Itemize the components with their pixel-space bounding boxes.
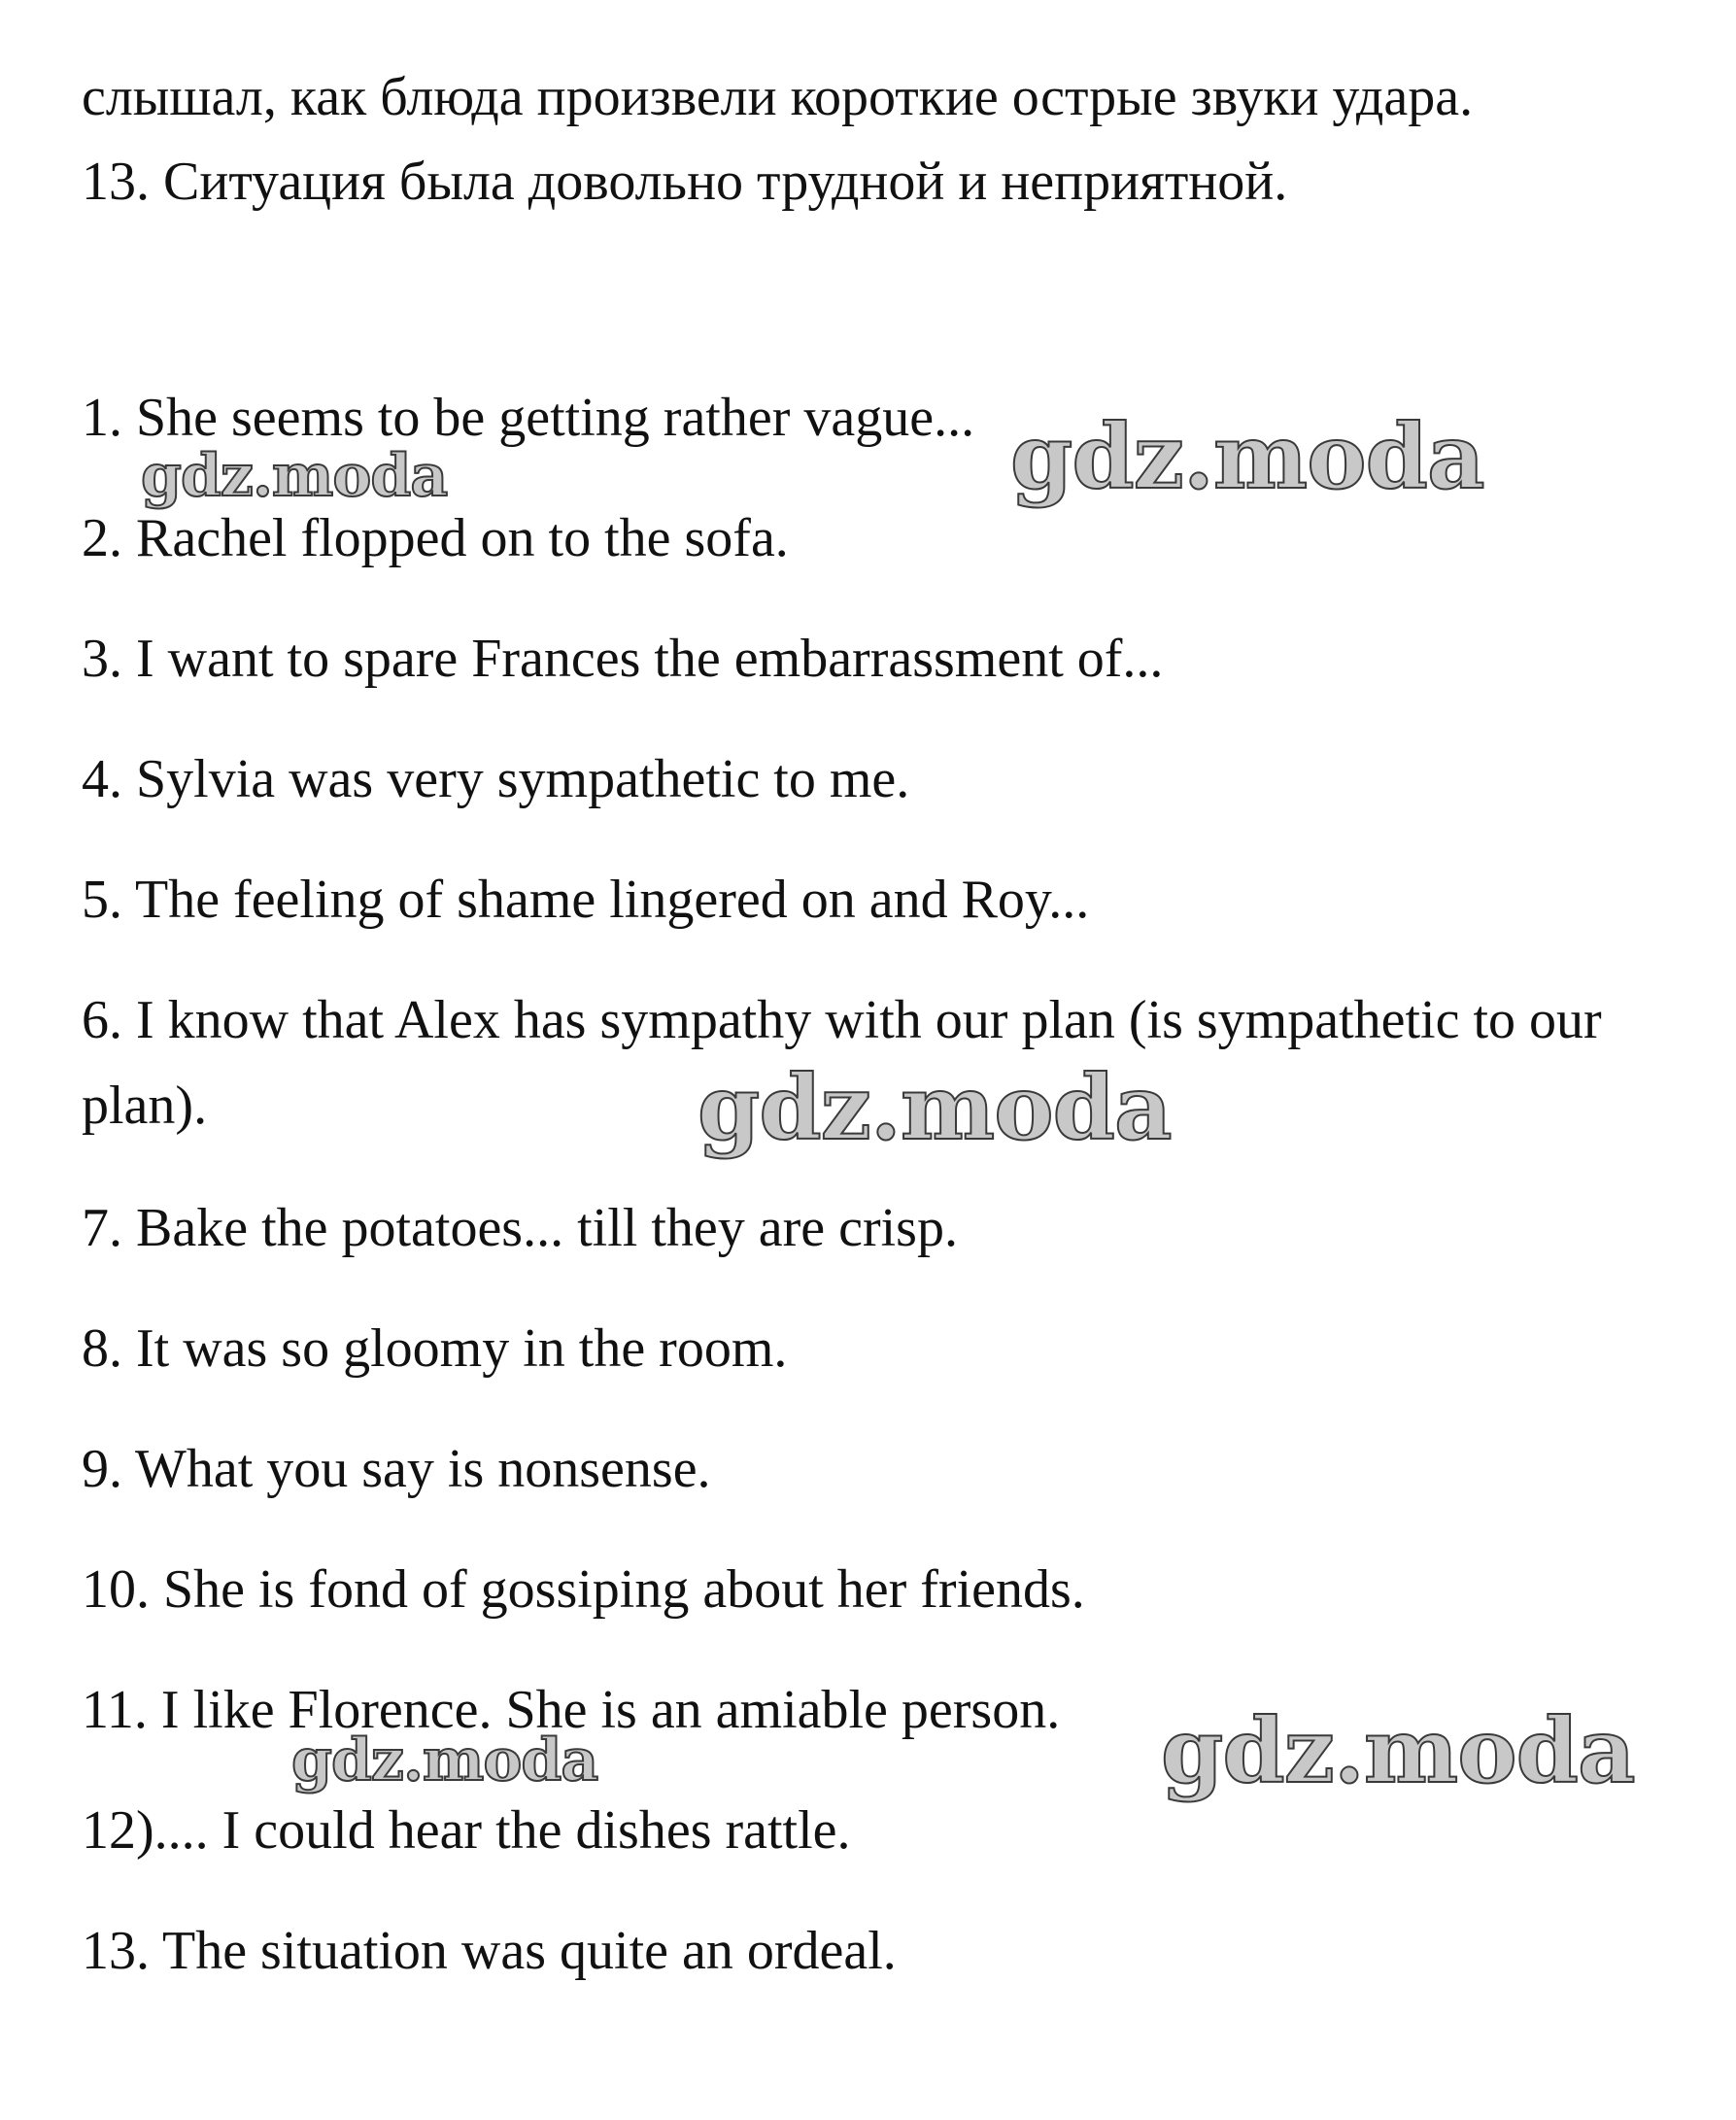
watermark-logo-4: gdz.moda [1161,1698,1635,1803]
answer-line-12: 12).... I could hear the dishes rattle. [82,1800,851,1861]
watermark-logo-2: gdz.moda [141,442,448,510]
answer-line-1: 1. She seems to be getting rather vague... [82,388,975,448]
answer-line-11: 11. I like Florence. She is an amiable person. [82,1680,1061,1740]
russian-line-1: слышал, как блюда произвели короткие острые звуки удара. [82,67,1474,127]
answer-line-6: 6. I know that Alex has sympathy with our plan (is sympathetic to our plan). [82,990,1602,1136]
watermark-logo-5: gdz.moda [291,1727,598,1795]
answer-line-9: 9. What you say is nonsense. [82,1439,711,1499]
russian-line-2: 13. Ситуация была довольно трудной и неприятной. [82,152,1288,212]
answer-line-2: 2. Rachel flopped on to the sofa. [82,508,789,568]
answer-line-3: 3. I want to spare Frances the embarrassment of... [82,629,1164,689]
answer-line-13: 13. The situation was quite an ordeal. [82,1921,897,1981]
answer-line-5: 5. The feeling of shame lingered on and Roy... [82,870,1090,930]
answer-line-7: 7. Bake the potatoes... till they are crisp. [82,1198,958,1258]
answer-line-8: 8. It was so gloomy in the room. [82,1318,788,1379]
watermark-logo-3: gdz.moda [698,1055,1172,1160]
answer-line-4: 4. Sylvia was very sympathetic to me. [82,749,910,809]
answer-line-10: 10. She is fond of gossiping about her friends. [82,1559,1085,1620]
watermark-logo-1: gdz.moda [1010,404,1484,509]
